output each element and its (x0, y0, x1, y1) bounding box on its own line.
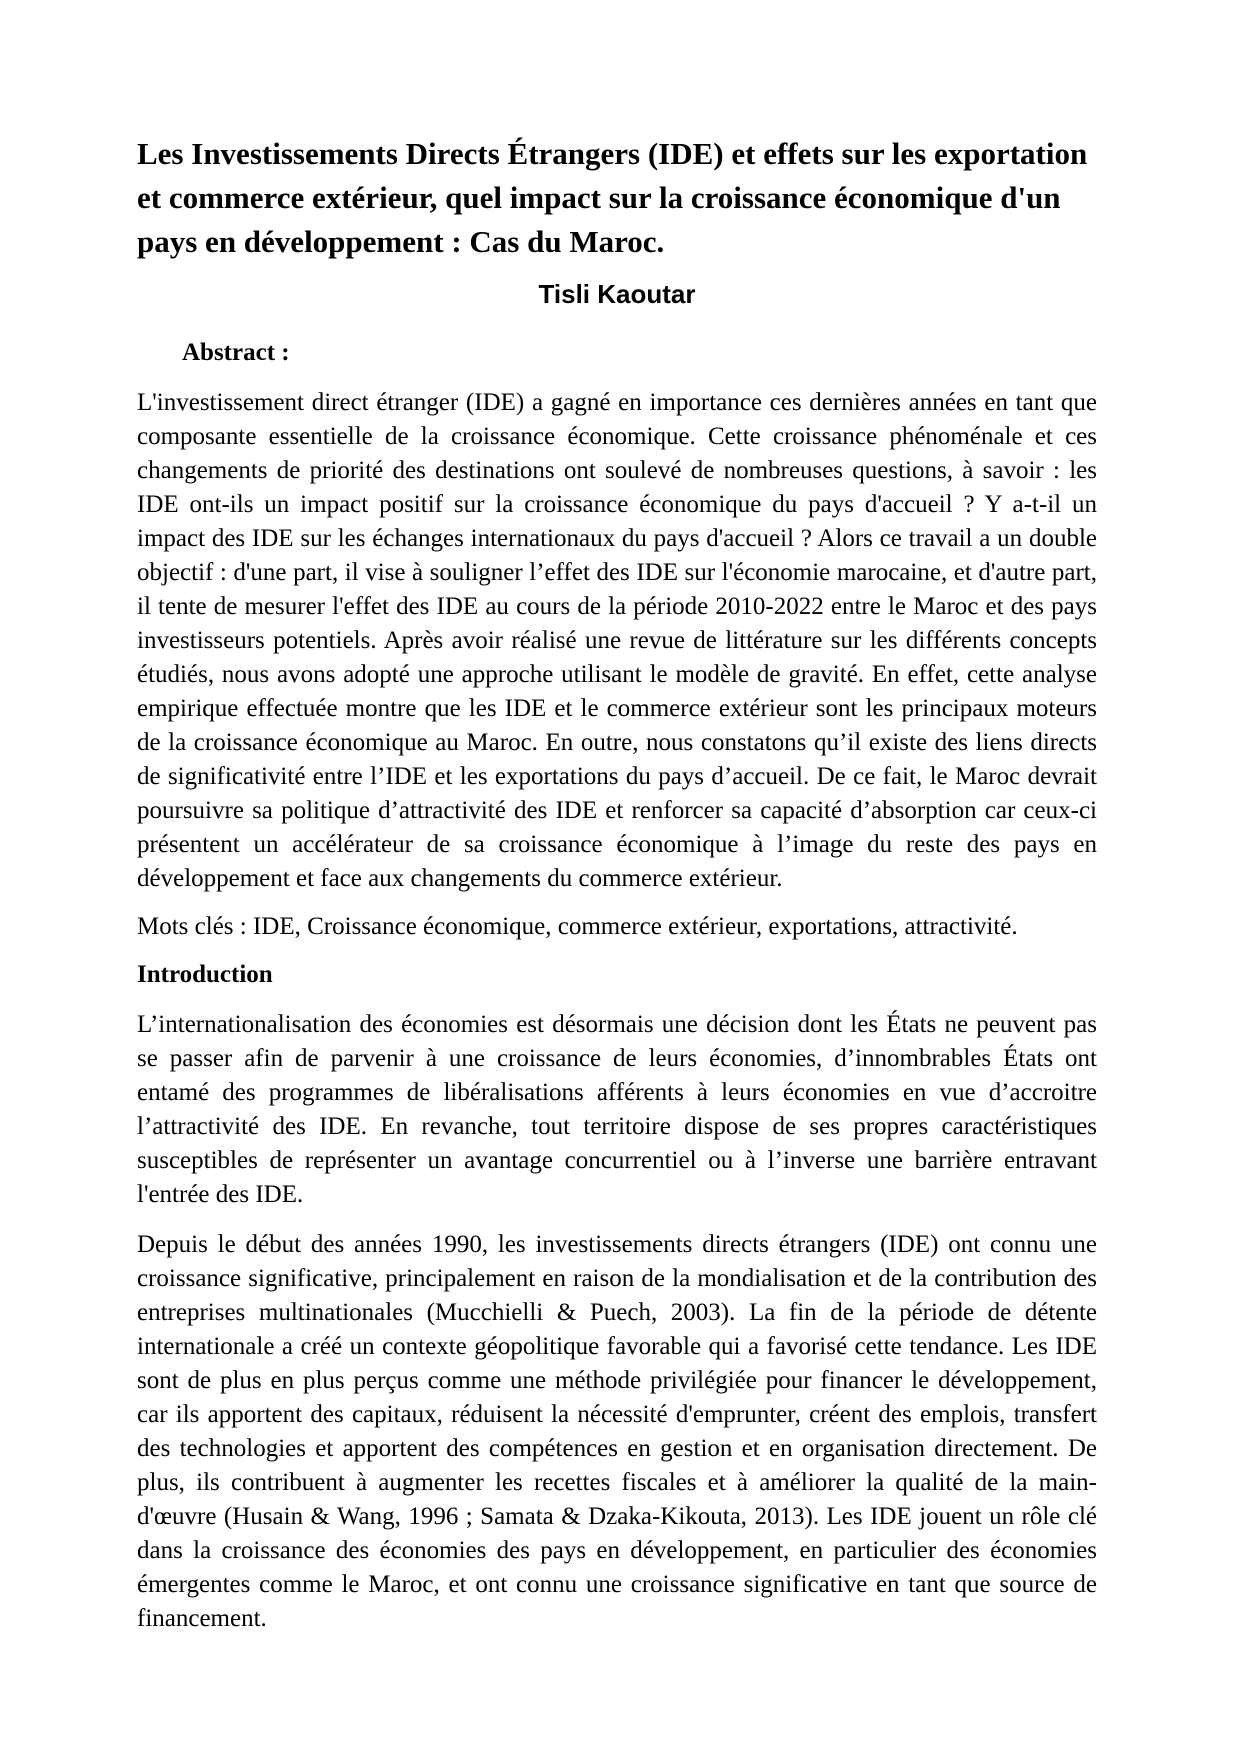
abstract-heading: Abstract : (182, 339, 290, 366)
author-name: Tisli Kaoutar (538, 279, 696, 309)
introduction-paragraph-1: L’internationalisation des économies est désormais une décision dont les États ne peuvent pas se passer afin de parvenir à une croissance de leurs économies, d’innombrables États ont entamé des programmes de libéralisations afférents à leurs économies en vue d’accroitre l’attractivité des IDE. En revanche, tout territoire dispose de ses propres caractéristiques susceptibles de représenter un avantage concurrentiel ou à l’inverse une barrière entravant l'entrée des IDE. (137, 1011, 1097, 1208)
keywords-line: Mots clés : IDE, Croissance économique, commerce extérieur, exportations, attractivité. (137, 913, 1018, 940)
abstract-paragraph: L'investissement direct étranger (IDE) a gagné en importance ces dernières années en tant que composante essentielle de la croissance économique. Cette croissance phénoménale et ces changements de priorité des destinations ont soulevé de nombreuses questions, à savoir : les IDE ont-ils un impact positif sur la croissance économique du pays d'accueil ? Y a-t-il un impact des IDE sur les échanges internationaux du pays d'accueil ? Alors ce travail a un double objectif : d'une part, il vise à souligner l’effet des IDE sur l'économie marocaine, et d'autre part, il tente de mesurer l'effet des IDE au cours de la période 2010-2022 entre le Maroc et des pays investisseurs potentiels. Après avoir réalisé une revue de littérature sur les différents concepts étudiés, nous avons adopté une approche utilisant le modèle de gravité. En effet, cette analyse empirique effectuée montre que les IDE et le commerce extérieur sont les principaux moteurs de la croissance économique au Maroc. En outre, nous constatons qu’il existe des liens directs de significativité entre l’IDE et les exportations du pays d’accueil. De ce fait, le Maroc devrait poursuivre sa politique d’attractivité des IDE et renforcer sa capacité d’absorption car ceux-ci présentent un accélérateur de sa croissance économique à l’image du reste des pays en développement et face aux changements du commerce extérieur. (137, 389, 1097, 892)
introduction-paragraph-2: Depuis le début des années 1990, les investissements directs étrangers (IDE) ont connu une croissance significative, principalement en raison de la mondialisation et de la contribution des entreprises multinationales (Mucchielli & Puech, 2003). La fin de la période de détente internationale a créé un contexte géopolitique favorable qui a favorisé cette tendance. Les IDE sont de plus en plus perçus comme une méthode privilégiée pour financer le développement, car ils apportent des capitaux, réduisent la nécessité d'emprunter, créent des emplois, transfert des technologies et apportent des compétences en gestion et en organisation directement. De plus, ils contribuent à augmenter les recettes fiscales et à améliorer la qualité de la main-d'œuvre (Husain & Wang, 1996 ; Samata & Dzaka-Kikouta, 2013). Les IDE jouent un rôle clé dans la croissance des économies des pays en développement, en particulier des économies émergentes comme le Maroc, et ont connu une croissance significative en tant que source de financement. (137, 1231, 1097, 1632)
introduction-heading: Introduction (137, 961, 273, 988)
paper-title: Les Investissements Directs Étrangers (IDE) et effets sur les exportation et commerce extérieur, quel impact sur la croissance économique d'un pays en développement : Cas du Maroc. (137, 136, 1088, 259)
